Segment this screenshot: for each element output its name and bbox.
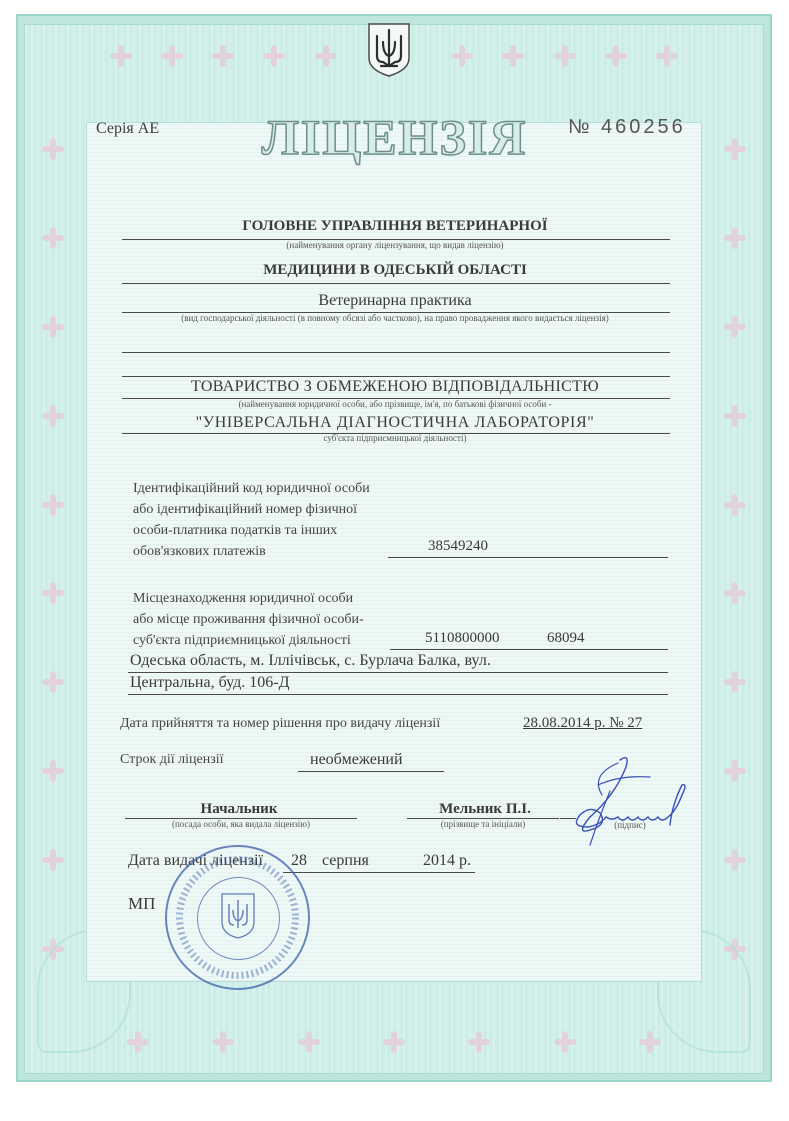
issue-year: 2014 р. <box>423 852 471 869</box>
address-line-1: Одеська область, м. Іллічівськ, с. Бурлача Балка, вул. <box>130 652 491 669</box>
rosette-icon <box>381 1029 407 1055</box>
name-caption: (прізвище та ініціали) <box>440 819 526 829</box>
underline <box>388 557 668 558</box>
left-ornament-column <box>33 105 73 993</box>
underline <box>128 672 668 673</box>
seal-place-label: МП <box>128 894 156 913</box>
rosette-icon <box>500 43 526 69</box>
issuer-caption: (найменування органу ліцензування, що видав ліцензію) <box>286 240 504 250</box>
rosette-icon <box>40 403 66 429</box>
identification-label-line: Ідентифікаційний код юридичної особи <box>133 481 370 496</box>
rosette-icon <box>40 314 66 340</box>
rosette-icon <box>210 1029 236 1055</box>
rosette-icon <box>722 669 748 695</box>
rosette-icon <box>722 492 748 518</box>
rosette-icon <box>722 758 748 784</box>
underline <box>283 872 475 873</box>
rosette-icon <box>637 1029 663 1055</box>
identification-code: 38549240 <box>428 538 488 554</box>
issuer-line-2: МЕДИЦИНИ В ОДЕСЬКІЙ ОБЛАСТІ <box>263 262 527 278</box>
rosette-icon <box>722 847 748 873</box>
license-number: № 460256 <box>568 116 686 138</box>
rosette-icon <box>552 1029 578 1055</box>
rosette-icon <box>125 1029 151 1055</box>
rosette-icon <box>159 43 185 69</box>
licensee-caption-1: (найменування юридичної особи, або прізвище, ім'я, по батькові фізичної особи - <box>238 399 552 409</box>
rosette-icon <box>40 847 66 873</box>
signature-caption: (підпис) <box>614 820 646 830</box>
identification-label-line: обов'язкових платежів <box>133 544 266 559</box>
rosette-icon <box>40 580 66 606</box>
postal-code: 68094 <box>547 630 585 646</box>
underline <box>390 649 668 650</box>
licensee-line-1: ТОВАРИСТВО З ОБМЕЖЕНОЮ ВІДПОВІДАЛЬНІСТЮ <box>191 378 599 395</box>
rosette-icon <box>722 314 748 340</box>
licensee-line-2: "УНІВЕРСАЛЬНА ДІАГНОСТИЧНА ЛАБОРАТОРІЯ" <box>195 414 595 431</box>
signatory-name: Мельник П.І. <box>439 801 531 817</box>
position-caption: (посада особи, яка видала ліцензію) <box>171 819 311 829</box>
location-label-line: суб'єкта підприємницької діяльності <box>133 633 351 648</box>
rosette-icon <box>449 43 475 69</box>
validity-value: необмежений <box>310 751 403 768</box>
decision-label: Дата прийняття та номер рішення про видачу ліцензії <box>120 716 441 731</box>
koatuu-code: 5110800000 <box>425 630 500 646</box>
rosette-icon <box>40 669 66 695</box>
underline <box>122 352 670 353</box>
signatory-position: Начальник <box>200 801 278 817</box>
licensee-caption-2: суб'єкта підприємницької діяльності) <box>323 433 467 443</box>
activity-type: Ветеринарна практика <box>318 292 472 309</box>
rosette-icon <box>722 225 748 251</box>
issue-month: серпня <box>322 852 369 869</box>
address-line-2: Центральна, буд. 106-Д <box>130 674 290 691</box>
stamp-inner-ring <box>197 877 280 960</box>
official-stamp <box>165 845 310 990</box>
rosette-icon <box>296 1029 322 1055</box>
trident-coat-of-arms-icon <box>367 22 411 78</box>
document-title: ЛІЦЕНЗІЯ <box>261 109 528 165</box>
identification-label-line: особи-платника податків та інших <box>133 523 338 538</box>
issue-day: 28 <box>291 852 307 869</box>
location-label-line: Місцезнаходження юридичної особи <box>133 591 354 606</box>
underline <box>122 376 670 377</box>
rosette-icon <box>466 1029 492 1055</box>
location-label <box>133 588 364 651</box>
rosette-icon <box>722 403 748 429</box>
underline <box>128 694 668 695</box>
rosette-icon <box>603 43 629 69</box>
rosette-icon <box>313 43 339 69</box>
right-ornament-column <box>715 105 755 993</box>
validity-label: Строк дії ліцензії <box>120 752 224 767</box>
rosette-icon <box>40 492 66 518</box>
series-label: Серія АЕ <box>96 120 160 137</box>
underline <box>298 771 444 772</box>
underline <box>122 283 670 284</box>
issuer-line-1: ГОЛОВНЕ УПРАВЛІННЯ ВЕТЕРИНАРНОЇ <box>242 218 548 234</box>
rosette-icon <box>654 43 680 69</box>
rosette-icon <box>40 225 66 251</box>
activity-caption: (вид господарської діяльності (в повному обсязі або частково), на право провадження якого видається ліцензія) <box>181 313 609 323</box>
rosette-icon <box>552 43 578 69</box>
rosette-icon <box>40 758 66 784</box>
location-label-line: або місце проживання фізичної особи- <box>133 612 364 627</box>
bottom-ornament-row <box>95 1017 693 1067</box>
handwritten-signature <box>560 755 700 850</box>
rosette-icon <box>108 43 134 69</box>
rosette-icon <box>261 43 287 69</box>
stamp-trident-icon <box>220 892 256 940</box>
identification-label <box>133 478 370 562</box>
rosette-icon <box>722 580 748 606</box>
issue-date-label: Дата видачі ліцензії <box>128 852 263 869</box>
rosette-icon <box>210 43 236 69</box>
identification-label-line: або ідентифікаційний номер фізичної <box>133 502 357 517</box>
decision-value: 28.08.2014 р. № 27 <box>523 715 643 731</box>
